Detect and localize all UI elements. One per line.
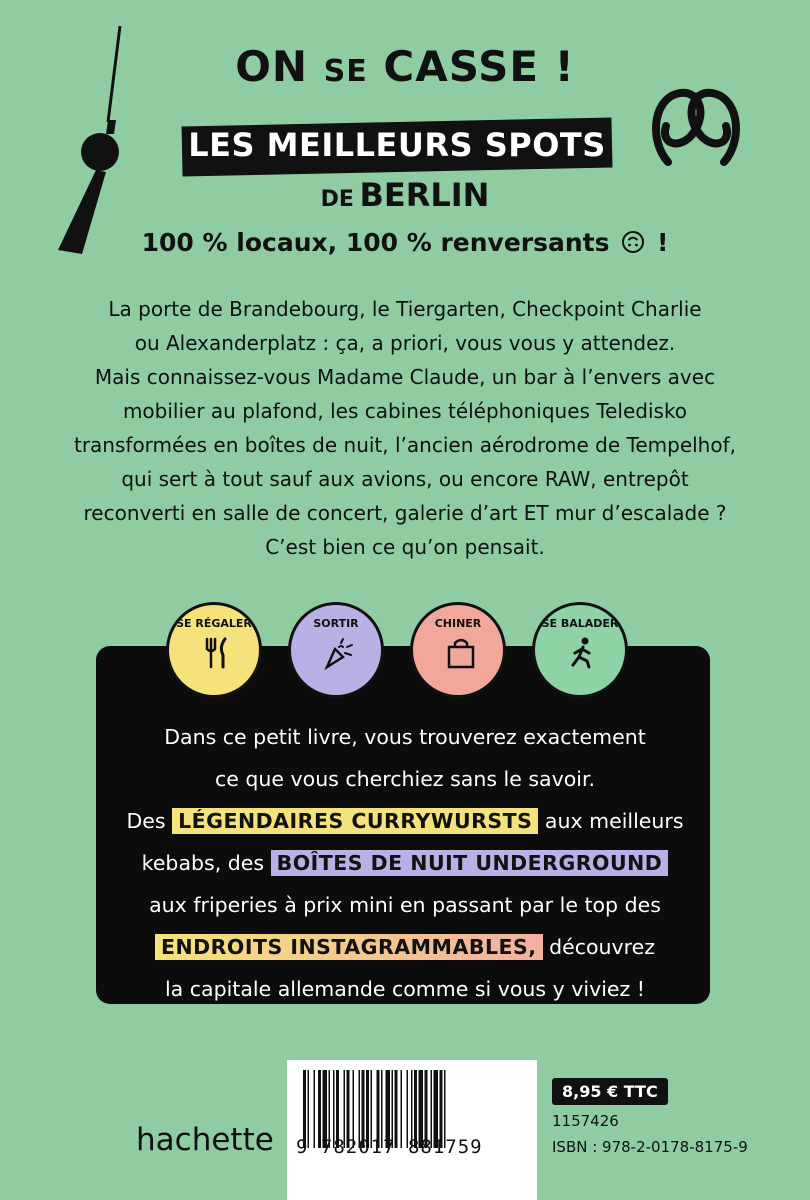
intro-line: transformées en boîtes de nuit, l’ancien aérodrome de Tempelhof,	[73, 433, 736, 457]
blurb-line: aux friperies à prix mini en passant par le top des	[149, 893, 661, 917]
city-name: BERLIN	[359, 176, 490, 214]
blurb-line	[110, 926, 700, 968]
blurb-fragment: kebabs, des	[141, 851, 265, 875]
highlight-nightclubs: BOÎTES DE NUIT UNDERGROUND	[271, 850, 669, 876]
blurb-line: la capitale allemande comme si vous y viviez !	[164, 977, 646, 1001]
badge-label: CHINER	[434, 617, 482, 630]
badge-chiner	[410, 602, 506, 698]
badge-sortir	[288, 602, 384, 698]
reference-code: 1157426	[552, 1112, 619, 1130]
blurb-line	[110, 800, 700, 842]
tagline	[0, 228, 810, 257]
blurb-fragment: aux meilleurs	[544, 809, 684, 833]
intro-line: Mais connaissez-vous Madame Claude, un bar à l’envers avec	[94, 365, 716, 389]
pretzel-icon	[646, 82, 746, 172]
intro-line: C’est bien ce qu’on pensait.	[265, 535, 545, 559]
badge-se-balader	[532, 602, 628, 698]
badge-label: SORTIR	[313, 617, 359, 630]
title	[0, 42, 810, 91]
title-on: ON	[235, 42, 309, 91]
barcode	[287, 1060, 537, 1200]
smiley-upside-down-icon	[621, 230, 645, 254]
fork-knife-icon	[199, 635, 235, 671]
badge-se-regaler	[166, 602, 262, 698]
tagline-end: !	[656, 228, 669, 257]
intro-paragraph	[60, 292, 750, 564]
badge-label: SE BALADER	[541, 617, 619, 630]
blurb-line	[110, 842, 700, 884]
party-popper-icon	[321, 635, 357, 671]
price-tag: 8,95 € TTC	[552, 1078, 668, 1105]
blurb-fragment: Des	[126, 809, 166, 833]
intro-line: mobilier au plafond, les cabines téléphoniques Teledisko	[122, 399, 688, 423]
isbn: ISBN : 978-2-0178-8175-9	[552, 1138, 748, 1156]
highlight-currywursts: LÉGENDAIRES CURRYWURSTS	[172, 808, 538, 834]
publisher-logo: hachette	[136, 1122, 274, 1158]
city-prefix: DE	[320, 187, 354, 212]
title-se: SE	[323, 54, 368, 89]
subtitle: LES MEILLEURS SPOTS	[188, 126, 606, 164]
title-casse: CASSE !	[383, 42, 575, 91]
shopping-bag-icon	[443, 635, 479, 671]
intro-line: reconverti en salle de concert, galerie d’art ET mur d’escalade ?	[83, 501, 727, 525]
walking-person-icon	[565, 635, 601, 671]
tagline-text: 100 % locaux, 100 % renversants	[141, 228, 610, 257]
intro-line: ou Alexanderplatz : ça, a priori, vous vous y attendez.	[134, 331, 676, 355]
blurb-line: Dans ce petit livre, vous trouverez exactement	[164, 725, 646, 749]
blurb-text	[110, 716, 700, 1010]
blurb-fragment: découvrez	[549, 935, 656, 959]
intro-line: La porte de Brandebourg, le Tiergarten, Checkpoint Charlie	[108, 297, 702, 321]
barcode-digits: 9 782017 881759	[296, 1136, 483, 1158]
city-line	[0, 176, 810, 214]
highlight-instagrammable: ENDROITS INSTAGRAMMABLES,	[155, 934, 543, 960]
blurb-line: ce que vous cherchiez sans le savoir.	[214, 767, 596, 791]
intro-line: qui sert à tout sauf aux avions, ou encore RAW, entrepôt	[121, 467, 689, 491]
badge-label: SE RÉGALER	[176, 617, 252, 630]
